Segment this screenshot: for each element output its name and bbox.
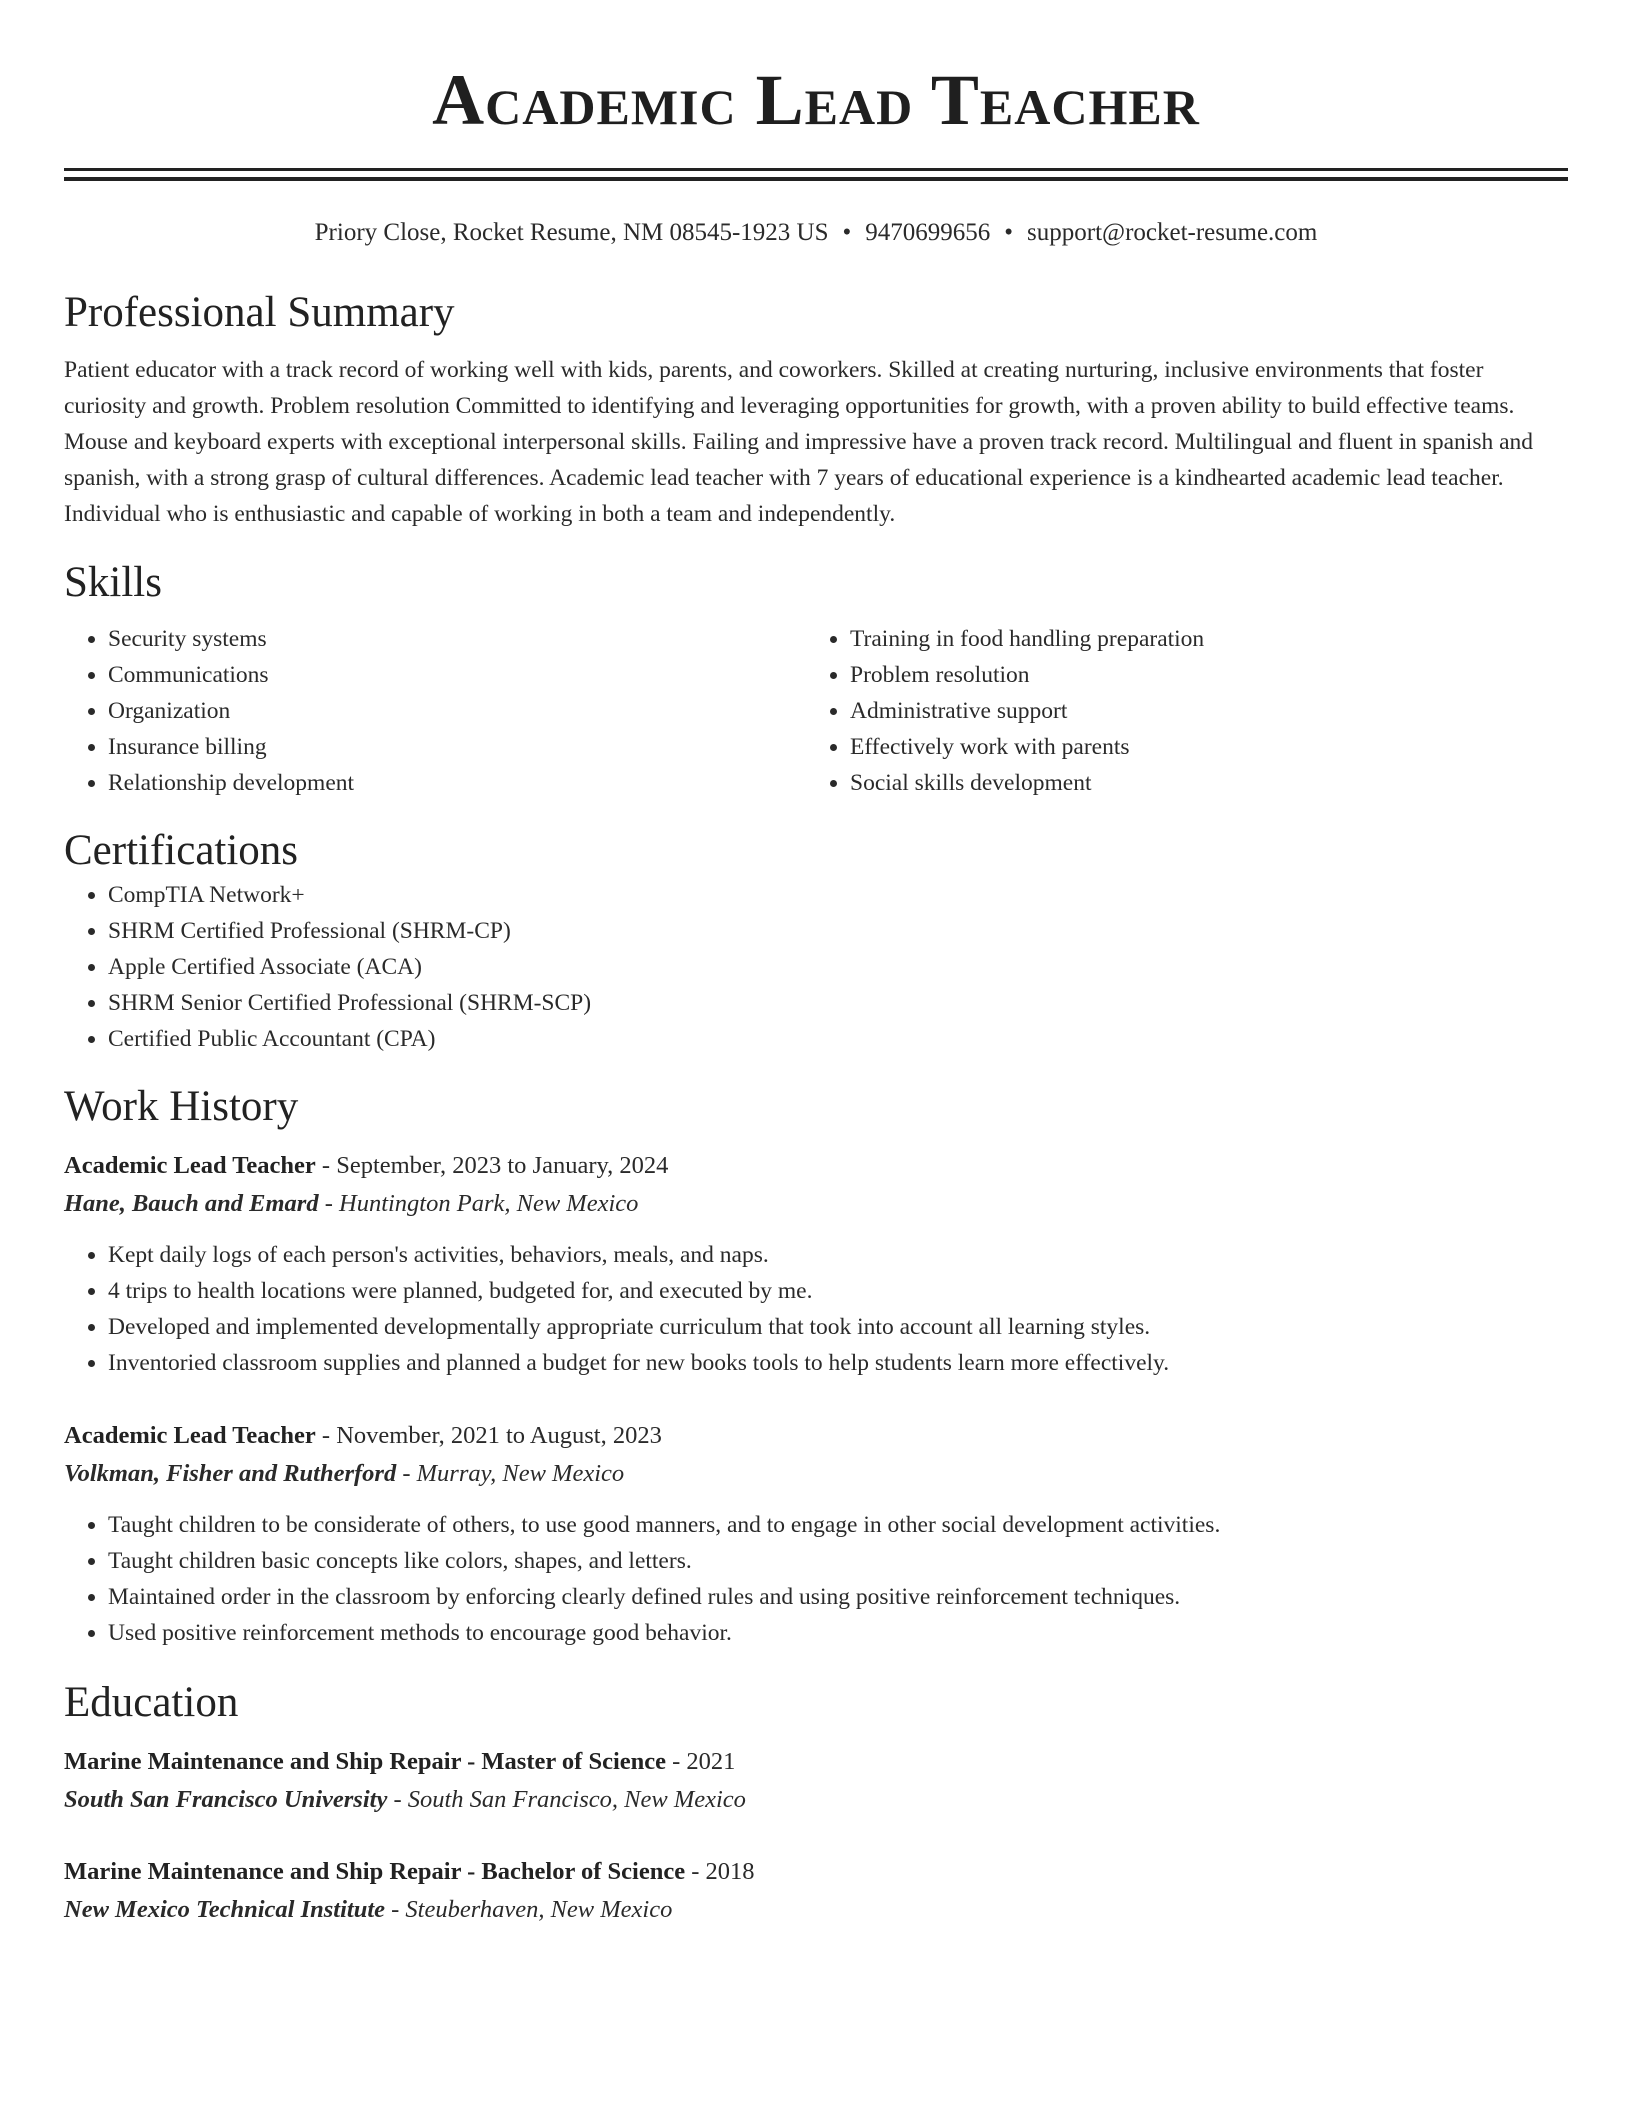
job-title-line: [64, 1147, 1568, 1185]
certifications-list: [64, 877, 1568, 1057]
skill-item: • Training in food handling preparation: [850, 621, 1548, 657]
contact-email: support@rocket-resume.com: [1027, 219, 1318, 246]
job-role: Academic Lead Teacher: [64, 1152, 316, 1179]
job-bullet: • Kept daily logs of each person's activities, behaviors, meals, and naps.: [108, 1237, 1568, 1273]
skill-item: • Problem resolution: [850, 657, 1548, 693]
job-location: - Huntington Park, New Mexico: [318, 1190, 639, 1217]
skill-item: • Security systems: [108, 621, 806, 657]
resume-title: Academic Lead Teacher: [432, 60, 1200, 140]
job-employer-line: [64, 1455, 1568, 1493]
skill-item: • Organization: [108, 693, 806, 729]
skill-item: • Relationship development: [108, 765, 806, 801]
contact-separator: •: [1004, 219, 1014, 246]
skills-heading: Skills: [64, 559, 162, 606]
contact-address: Priory Close, Rocket Resume, NM 08545-1923 US: [314, 219, 829, 246]
education-school-line: [64, 1781, 1568, 1819]
education-year: - 2018: [685, 1858, 755, 1885]
education-location: - South San Francisco, New Mexico: [387, 1786, 746, 1813]
education-school-line: [64, 1891, 1568, 1929]
resume-page: [64, 0, 1568, 1929]
education-location: - Steuberhaven, New Mexico: [385, 1896, 673, 1923]
education-degree-line: [64, 1853, 1568, 1891]
job-bullet: • Maintained order in the classroom by enforcing clearly defined rules and using positive reinforcement techniques.: [108, 1579, 1568, 1615]
contact-line: [64, 217, 1568, 249]
education-entry: [64, 1743, 1568, 1819]
contact-separator: •: [842, 219, 852, 246]
skill-item: • Insurance billing: [108, 729, 806, 765]
job-employer: Hane, Bauch and Emard: [64, 1190, 319, 1217]
job-location: - Murray, New Mexico: [396, 1460, 625, 1487]
certification-item: • Certified Public Accountant (CPA): [108, 1021, 1568, 1057]
job-bullet: • Developed and implemented developmentally appropriate curriculum that took into account all learning styles.: [108, 1309, 1568, 1345]
job-employer-line: [64, 1185, 1568, 1223]
work-history-heading: Work History: [64, 1083, 299, 1130]
job-bullet: • Taught children to be considerate of others, to use good manners, and to engage in other social development activities.: [108, 1507, 1568, 1543]
job-role: Academic Lead Teacher: [64, 1422, 316, 1449]
summary-text: Patient educator with a track record of working well with kids, parents, and coworkers. Skilled at creating nurturing, inclusive environments that foster curiosity and growth. Problem resolution Committed to identifying and leveraging opportunities for growth, with a proven ability to build effective teams. Mouse and keyboard experts with exceptional interpersonal skills. Failing and impressive have a proven track record. Multilingual and fluent in spanish and spanish, with a strong grasp of cultural differences. Academic lead teacher with 7 years of educational experience is a kindhearted academic lead teacher. Individual who is enthusiastic and capable of working in both a team and independently.: [64, 357, 1534, 527]
education-school: South San Francisco University: [64, 1786, 388, 1813]
education-school: New Mexico Technical Institute: [64, 1896, 386, 1923]
job-dates: - September, 2023 to January, 2024: [315, 1152, 669, 1179]
skills-left-list: [64, 621, 806, 801]
education-year: - 2021: [666, 1748, 736, 1775]
certification-item: • Apple Certified Associate (ACA): [108, 949, 1568, 985]
skill-item: • Communications: [108, 657, 806, 693]
job-bullet: • Inventoried classroom supplies and planned a budget for new books tools to help students learn more effectively.: [108, 1345, 1568, 1381]
job-bullets: [64, 1507, 1568, 1651]
certification-item: • SHRM Senior Certified Professional (SHRM-SCP): [108, 985, 1568, 1021]
education-degree: Marine Maintenance and Ship Repair - Master of Science: [64, 1748, 667, 1775]
summary-heading: Professional Summary: [64, 289, 455, 336]
job-bullet: • Used positive reinforcement methods to encourage good behavior.: [108, 1615, 1568, 1651]
title-divider-top: [64, 168, 1568, 171]
skills-columns: [64, 621, 1568, 801]
certification-item: • CompTIA Network+: [108, 877, 1568, 913]
skills-right-list: [806, 621, 1548, 801]
job-employer: Volkman, Fisher and Rutherford: [64, 1460, 397, 1487]
skill-item: • Social skills development: [850, 765, 1548, 801]
education-entry: [64, 1853, 1568, 1929]
job-entry: [64, 1147, 1568, 1381]
job-dates: - November, 2021 to August, 2023: [315, 1422, 662, 1449]
contact-phone: 9470699656: [865, 219, 991, 246]
education-heading: Education: [64, 1679, 239, 1726]
education-degree: Marine Maintenance and Ship Repair - Bachelor of Science: [64, 1858, 686, 1885]
job-title-line: [64, 1417, 1568, 1455]
skill-item: • Administrative support: [850, 693, 1548, 729]
education-degree-line: [64, 1743, 1568, 1781]
certifications-heading: Certifications: [64, 827, 299, 874]
title-divider-bottom: [64, 177, 1568, 181]
job-bullet: • 4 trips to health locations were planned, budgeted for, and executed by me.: [108, 1273, 1568, 1309]
job-bullets: [64, 1237, 1568, 1381]
certification-item: • SHRM Certified Professional (SHRM-CP): [108, 913, 1568, 949]
skill-item: • Effectively work with parents: [850, 729, 1548, 765]
job-bullet: • Taught children basic concepts like colors, shapes, and letters.: [108, 1543, 1568, 1579]
job-entry: [64, 1417, 1568, 1651]
